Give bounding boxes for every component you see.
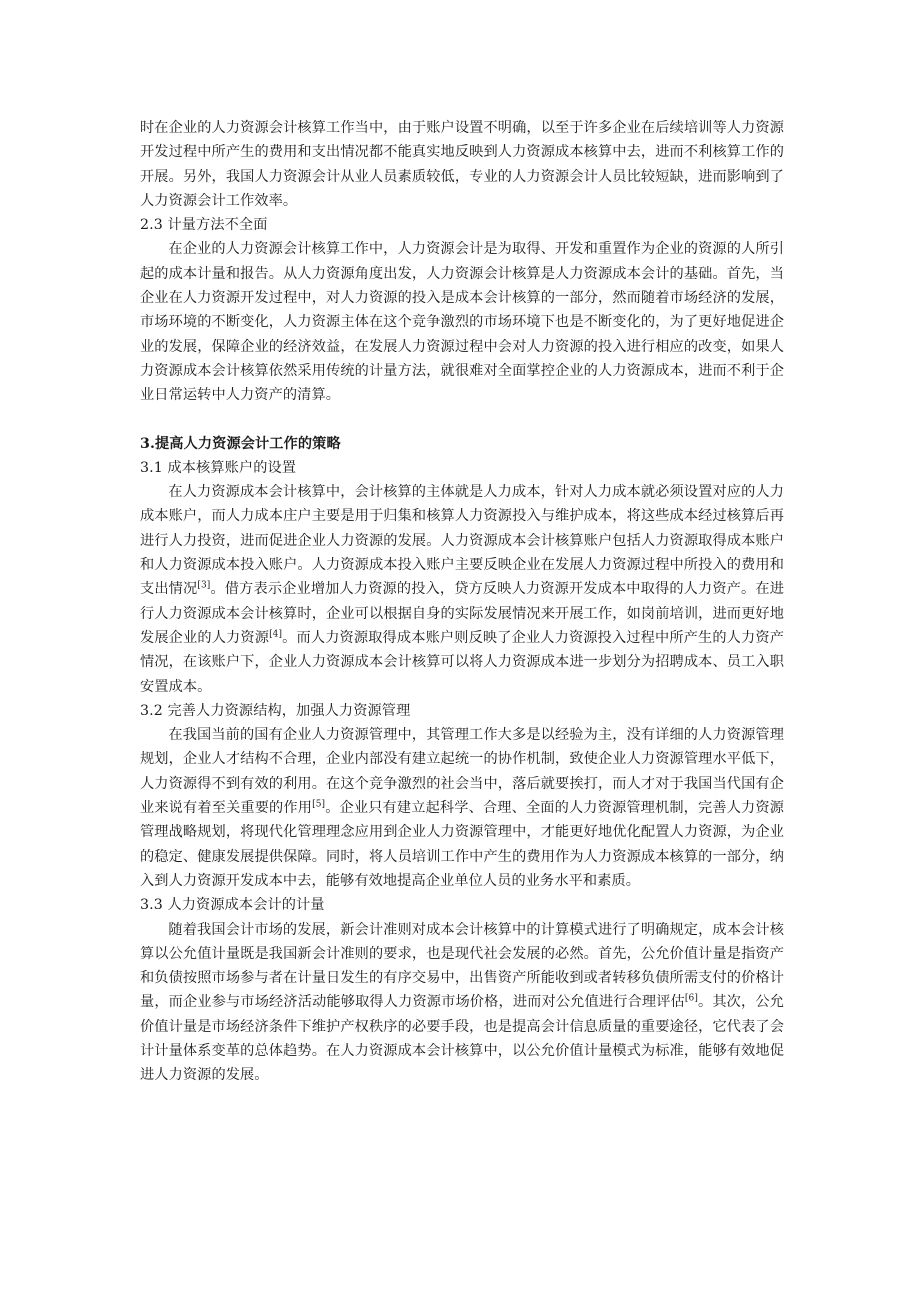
paragraph-2-3: 在企业的人力资源会计核算工作中，人力资源会计是为取得、开发和重置作为企业的资源的人所引起的成本计量和报告。从人力资源角度出发，人力资源会计核算是人力资源成本会计的基础。首先，当企业在人力资源开发过程中，对人力资源的投入是成本会计核算的一部分，然而随着市场经济的发展，市场环境的不断变化，人力资源主体在这个竞争激烈的市场环境下也是不断变化的，为了更好地促进企业的发展，保障企业的经济效益，在发展人力资源过程中会对人力资源的投入进行相应的改变，如果人力资源成本会计核算依然采用传统的计量方法，就很难对全面掌控企业的人力资源成本，进而不利于企业日常运转中人力资产的清算。 bbox=[140, 241, 784, 404]
paragraph-3-2-part-a: 在我国当前的国有企业人力资源管理中，其管理工作大多是以经验为主，没有详细的人力资源管理规划，企业人才结构不合理，企业内部没有建立起统一的协作机制，致使企业人力资源管理水平低下，人力资源得不到有效的利用。在这个竞争激烈的社会当中，落后就要挨打，而人才对于我国当代国有企业来说有着至关重要的作用 bbox=[140, 727, 784, 817]
paragraph-3-2-part-b: 。企业只有建立起科学、合理、全面的人力资源管理机制，完善人力资源管理战略规划，将现代化管理理念应用到企业人力资源管理中，才能更好地优化配置人力资源，为企业的稳定、健康发展提供保障。同时，将人员培训工作中产生的费用作为人力资源成本核算的一部分，纳入到人力资源开发成本中去，能够有效地提高企业单位人员的业务水平和素质。 bbox=[140, 800, 785, 889]
heading-3-3: 3.3 人力资源成本会计的计量 bbox=[140, 897, 325, 914]
paragraph-3-1-part-a: 在人力资源成本会计核算中，会计核算的主体就是人力成本，针对人力成本就必须设置对应的人力成本账户，而人力成本庄户主要是用于归集和核算人力资源投入与维护成本，将这些成本经过核算后再进行人力投资，进而促进企业人力资源的发展。人力资源成本会计核算账户包括人力资源取得成本账户和人力资源成本投入账户。人力资源成本投入账户主要反映企业在发展人力资源过程中所投入的费用和支出情况 bbox=[140, 484, 784, 598]
paragraph-3-2 bbox=[140, 723, 784, 893]
document-page bbox=[140, 116, 784, 1088]
citation-3: [3] bbox=[197, 580, 211, 591]
paragraph-3-1 bbox=[140, 480, 784, 699]
paragraph-3-1-part-c: 。而人力资源取得成本账户则反映了企业人力资源投入过程中所产生的人力资产情况，在该账户下，企业人力资源成本会计核算可以将人力资源成本进一步划分为招聘成本、员工入职安置成本。 bbox=[140, 629, 784, 695]
citation-6: [6] bbox=[684, 993, 698, 1004]
paragraph-3-1-part-b: 。借方表示企业增加人力资源的投入，贷方反映人力资源开发成本中取得的人力资产。在进行人力资源成本会计核算时，企业可以根据自身的实际发展情况来开展工作，如岗前培训，进而更好地发展企业的人力资源 bbox=[140, 581, 784, 646]
heading-3: 3.提高人力资源会计工作的策略 bbox=[140, 435, 341, 452]
paragraph-3-3-part-b: 。其次，公允价值计量是市场经济条件下维护产权秩序的必要手段，也是提高会计信息质量的重要途径，它代表了会计计量体系变革的总体趋势。在人力资源成本会计核算中，以公允价值计量模式为标准，能够有效地促进人力资源的发展。 bbox=[140, 994, 784, 1084]
citation-4: [4] bbox=[269, 629, 283, 640]
heading-3-1: 3.1 成本核算账户的设置 bbox=[140, 459, 297, 476]
citation-5: [5] bbox=[312, 799, 326, 810]
paragraph-3-3 bbox=[140, 918, 784, 1088]
intro-paragraph: 时在企业的人力资源会计核算工作当中，由于账户设置不明确，以至于许多企业在后续培训等人力资源开发过程中所产生的费用和支出情况都不能真实地反映到人力资源成本核算中去，进而不利核算工作的开展。另外，我国人力资源会计从业人员素质较低，专业的人力资源会计人员比较短缺，进而影响到了人力资源会计工作效率。 bbox=[140, 120, 784, 209]
heading-2-3: 2.3 计量方法不全面 bbox=[140, 217, 268, 234]
paragraph-3-3-part-a: 随着我国会计市场的发展，新会计准则对成本会计核算中的计算模式进行了明确规定，成本会计核算以公允值计量既是我国新会计准则的要求，也是现代社会发展的必然。首先，公允价值计量是指资产和负债按照市场参与者在计量日发生的有序交易中，出售资产所能收到或者转移负债所需支付的价格计量，而企业参与市场经济活动能够取得人力资源市场价格，进而对公允值进行合理评估 bbox=[140, 921, 784, 1011]
heading-3-2: 3.2 完善人力资源结构，加强人力资源管理 bbox=[140, 702, 411, 719]
